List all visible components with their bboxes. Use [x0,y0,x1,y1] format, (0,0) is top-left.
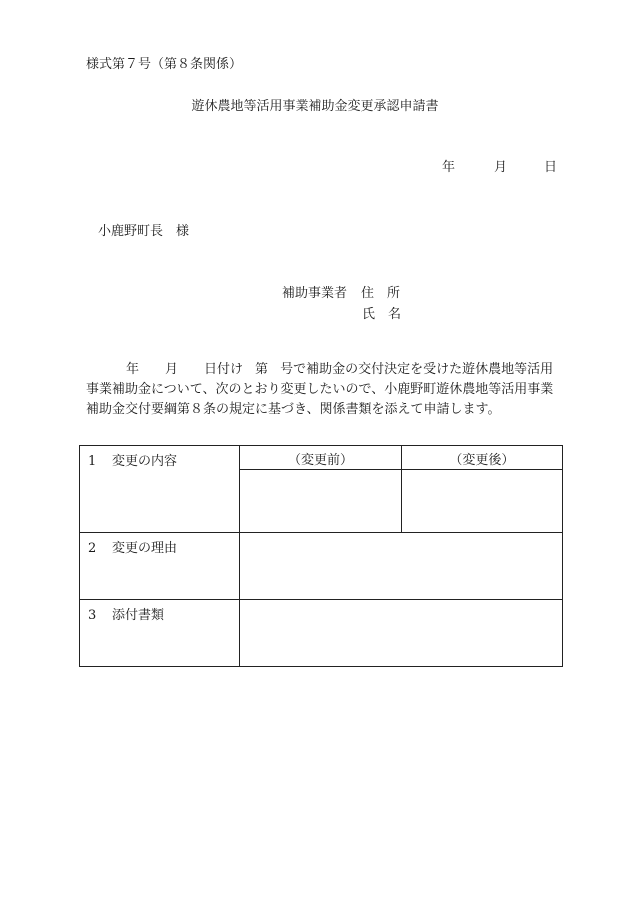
statement-line-3: 補助金交付要綱第８条の規定に基づき、関係書類を添えて申請します。 [86,402,501,417]
statement-line-2: 事業補助金について、次のとおり変更したいので、小鹿野町遊休農地等活用事業 [86,382,554,397]
application-statement [86,360,576,420]
after-change-header: （変更後） [401,446,562,470]
form-number: 様式第７号（第８条関係） [86,57,243,72]
row-label: 変更の内容 [112,454,178,469]
change-content-label-cell [80,446,240,533]
row-label: 変更の理由 [112,541,178,556]
date-line [442,156,557,175]
addressee: 小鹿野町長 様 [98,224,190,239]
statement-month: 月 [165,362,179,377]
form-title: 遊休農地等活用事業補助金変更承認申請書 [191,99,439,114]
address-label: 住 所 [361,286,401,301]
row-number: 2 [88,541,97,556]
statement-rest: 号で補助金の交付決定を受けた遊休農地等活用 [280,362,554,377]
change-reason-label-cell [80,533,240,600]
row-number: 3 [88,608,97,623]
date-day-label: 日 [544,160,558,175]
statement-line-1 [86,360,576,380]
before-change-header: （変更前） [240,446,401,470]
applicant-name-line [362,303,401,322]
attachments-label-cell [80,600,240,667]
applicant-address-line [282,282,400,301]
change-reason-field[interactable] [240,533,563,600]
attachments-field[interactable] [240,600,563,667]
applicant-role: 補助事業者 [282,286,348,301]
date-year-label: 年 [442,160,456,175]
statement-date: 日付け [204,362,244,377]
table-row-attachments [80,600,563,667]
row-number: 1 [88,454,97,469]
date-month-label: 月 [494,160,508,175]
table-row-change-reason [80,533,563,600]
after-change-field[interactable] [401,470,562,533]
statement-year: 年 [126,362,140,377]
before-change-field[interactable] [240,470,401,533]
change-details-table [79,445,563,667]
name-label: 氏 名 [362,307,402,322]
statement-no: 第 [255,362,269,377]
row-label: 添付書類 [112,608,165,623]
table-row-change-content-header [80,446,563,470]
